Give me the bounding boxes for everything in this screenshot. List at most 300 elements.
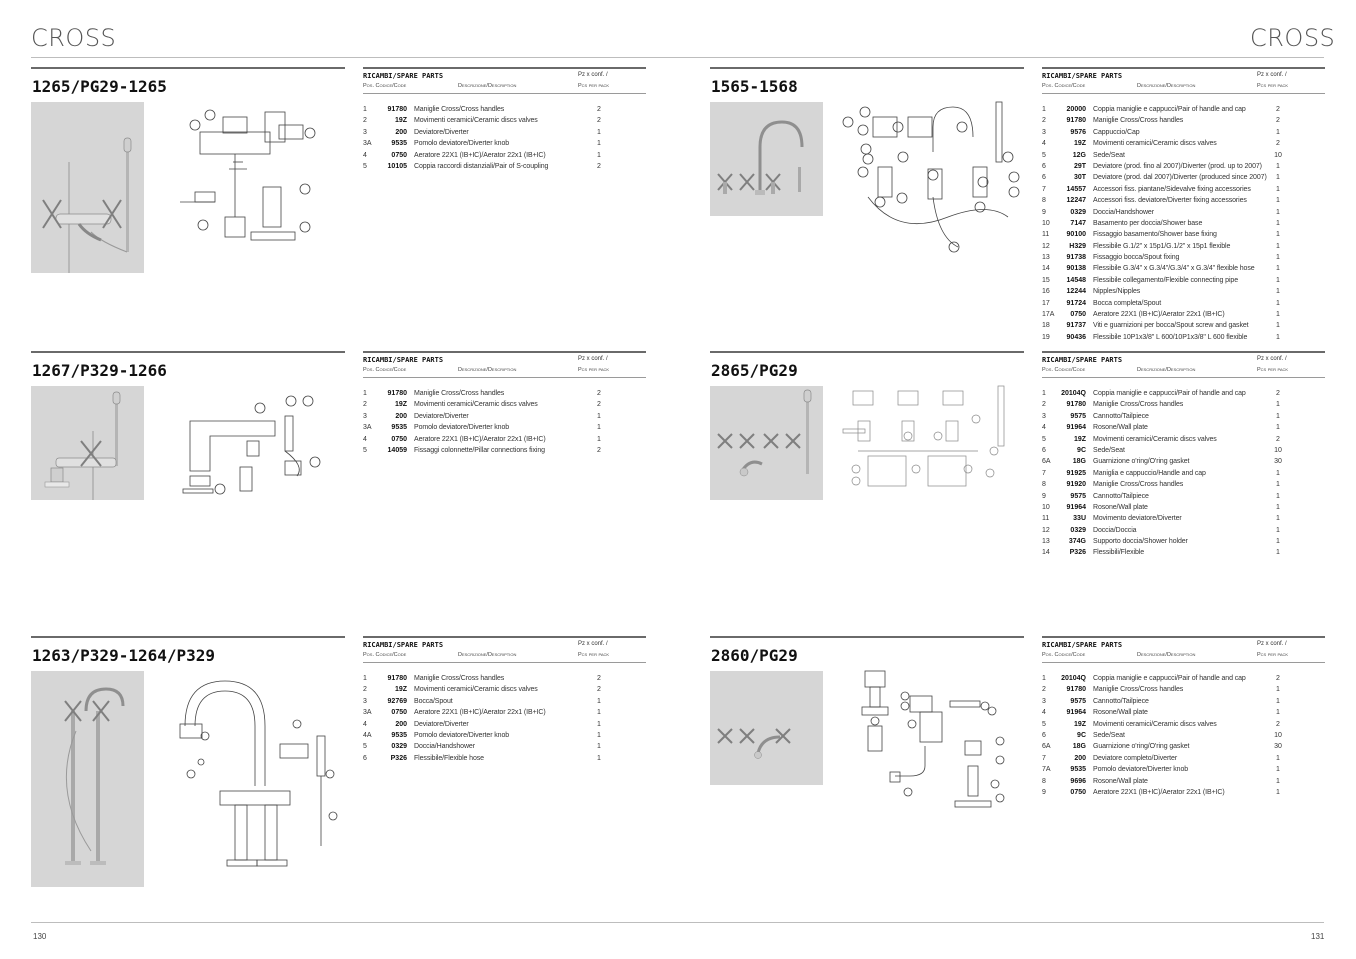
part-code: 29T bbox=[1073, 162, 1086, 170]
part-position: 2 bbox=[363, 686, 367, 694]
table-row bbox=[363, 422, 646, 433]
part-description: Flessibile/Flexible hose bbox=[414, 754, 484, 762]
part-code: 20104Q bbox=[1061, 675, 1086, 682]
part-quantity: 1 bbox=[1276, 231, 1280, 239]
part-position: 10 bbox=[1042, 503, 1050, 511]
part-description: Guarnizione o'ring/O'ring gasket bbox=[1093, 743, 1190, 751]
part-code: 0750 bbox=[391, 435, 407, 443]
table-rows bbox=[1042, 673, 1325, 798]
part-description: Deviatore (prod. fino al 2007)/Diverter (prod. up to 2007) bbox=[1093, 162, 1262, 170]
table-row bbox=[1042, 536, 1325, 547]
product-code-title: 2860/PG29 bbox=[711, 646, 798, 665]
part-code: 91780 bbox=[1066, 117, 1086, 125]
table-row bbox=[1042, 320, 1325, 331]
product-section bbox=[710, 636, 1324, 920]
spare-parts-table bbox=[363, 351, 646, 456]
table-header-divider bbox=[1042, 662, 1325, 663]
part-description: Doccia/Handshower bbox=[414, 743, 475, 751]
part-code: 200 bbox=[1074, 754, 1086, 762]
part-description: Rosone/Wall plate bbox=[1093, 503, 1148, 511]
description-header: Descrizione/Description bbox=[458, 367, 517, 373]
table-divider bbox=[1042, 351, 1325, 353]
part-quantity: 2 bbox=[597, 117, 601, 125]
table-row bbox=[1042, 241, 1325, 252]
table-header-divider bbox=[363, 93, 646, 94]
part-description: Pomolo deviatore/Diverter knob bbox=[414, 140, 510, 148]
part-position: 14 bbox=[1042, 549, 1050, 557]
pcs-header-sub: Pcs per pack bbox=[578, 83, 610, 89]
table-row bbox=[1042, 707, 1325, 718]
part-position: 8 bbox=[1042, 481, 1046, 489]
pcs-header: Pz x conf. / bbox=[578, 72, 608, 78]
part-position: 3 bbox=[363, 412, 367, 420]
table-title: RICAMBI/SPARE PARTS bbox=[1042, 72, 1123, 80]
part-code: 0329 bbox=[1070, 208, 1086, 216]
part-position: 14 bbox=[1042, 265, 1050, 273]
table-row bbox=[1042, 753, 1325, 764]
part-position: 17 bbox=[1042, 299, 1050, 307]
part-position: 2 bbox=[1042, 686, 1046, 694]
table-row bbox=[1042, 787, 1325, 798]
part-description: Movimenti ceramici/Ceramic discs valves bbox=[1093, 140, 1217, 148]
part-code: 7147 bbox=[1070, 219, 1086, 227]
part-description: Rosone/Wall plate bbox=[1093, 709, 1148, 717]
footer-divider bbox=[31, 922, 1324, 923]
part-code: 33U bbox=[1073, 515, 1086, 523]
part-description: Flessibile 10P1x3/8" L 600/10P1x3/8" L 600 flexible bbox=[1093, 333, 1248, 341]
table-row bbox=[1042, 456, 1325, 467]
part-quantity: 10 bbox=[1274, 446, 1282, 454]
part-position: 5 bbox=[1042, 151, 1046, 159]
product-code-title: 1267/P329-1266 bbox=[32, 361, 167, 380]
table-row bbox=[1042, 263, 1325, 274]
part-position: 7 bbox=[1042, 754, 1046, 762]
table-row bbox=[1042, 218, 1325, 229]
part-position: 16 bbox=[1042, 288, 1050, 296]
part-quantity: 1 bbox=[1276, 299, 1280, 307]
part-description: Nipples/Nipples bbox=[1093, 288, 1141, 296]
table-row bbox=[1042, 229, 1325, 240]
part-code: 0750 bbox=[1070, 788, 1086, 796]
part-quantity: 1 bbox=[597, 424, 601, 432]
part-code: 374G bbox=[1068, 538, 1086, 546]
part-code: 19Z bbox=[394, 686, 407, 694]
table-row bbox=[363, 719, 646, 730]
part-position: 4 bbox=[1042, 424, 1046, 432]
section-divider bbox=[31, 636, 345, 638]
part-code: 9535 bbox=[391, 424, 407, 432]
part-code: 14557 bbox=[1066, 185, 1086, 193]
table-row bbox=[1042, 741, 1325, 752]
part-description: Flessibile collegamento/Flexible connecting pipe bbox=[1093, 276, 1239, 284]
part-quantity: 1 bbox=[1276, 538, 1280, 546]
part-code: 91780 bbox=[1066, 686, 1086, 694]
part-code: 10105 bbox=[387, 162, 407, 170]
part-description: Maniglie Cross/Cross handles bbox=[414, 106, 505, 113]
table-rows bbox=[1042, 104, 1325, 343]
part-quantity: 1 bbox=[1276, 128, 1280, 136]
part-position: 3 bbox=[1042, 128, 1046, 136]
part-description: Basamento per doccia/Shower base bbox=[1093, 219, 1203, 227]
part-quantity: 2 bbox=[1276, 720, 1280, 728]
part-description: Movimenti ceramici/Ceramic discs valves bbox=[1093, 720, 1217, 728]
part-quantity: 1 bbox=[1276, 197, 1280, 205]
pcs-header: Pz x conf. / bbox=[578, 641, 608, 647]
exploded-diagram bbox=[165, 381, 325, 541]
part-description: Maniglie Cross/Cross handles bbox=[1093, 481, 1184, 489]
part-position: 3 bbox=[1042, 412, 1046, 420]
table-row bbox=[1042, 150, 1325, 161]
section-divider bbox=[710, 636, 1024, 638]
exploded-diagram bbox=[838, 381, 1028, 511]
part-description: Guarnizione o'ring/O'ring gasket bbox=[1093, 458, 1190, 466]
product-section bbox=[31, 67, 645, 351]
part-quantity: 1 bbox=[1276, 219, 1280, 227]
part-code: 91925 bbox=[1066, 469, 1086, 477]
part-position: 10 bbox=[1042, 219, 1050, 227]
pcs-header-sub: Pcs per pack bbox=[1257, 652, 1289, 658]
part-description: Pomolo deviatore/Diverter knob bbox=[414, 731, 510, 739]
table-rows bbox=[1042, 388, 1325, 559]
part-quantity: 2 bbox=[597, 675, 601, 682]
spare-parts-table bbox=[363, 636, 646, 764]
part-quantity: 1 bbox=[597, 743, 601, 751]
part-position: 5 bbox=[363, 446, 367, 454]
part-position: 2 bbox=[1042, 401, 1046, 409]
part-code: 19Z bbox=[394, 401, 407, 409]
product-code-title: 1265/PG29-1265 bbox=[32, 77, 167, 96]
part-description: Aeratore 22X1 (IB+IC)/Aerator 22x1 (IB+IC) bbox=[1093, 788, 1225, 796]
part-code: 200 bbox=[395, 412, 407, 420]
part-description: Aeratore 22X1 (IB+IC)/Aerator 22x1 (IB+IC) bbox=[414, 151, 546, 159]
table-rows bbox=[363, 104, 646, 172]
part-quantity: 2 bbox=[597, 390, 601, 397]
part-description: Aeratore 22X1 (IB+IC)/Aerator 22x1 (IB+IC) bbox=[414, 709, 546, 717]
product-photo bbox=[31, 102, 144, 273]
part-position: 7 bbox=[1042, 469, 1046, 477]
part-code: P326 bbox=[1069, 549, 1086, 557]
page-number-right: 131 bbox=[1311, 932, 1325, 941]
part-quantity: 1 bbox=[1276, 333, 1280, 341]
part-description: Flessibile G.3/4" x G.3/4"/G.3/4" x G.3/4" flexible hose bbox=[1093, 265, 1255, 273]
part-position: 8 bbox=[1042, 777, 1046, 785]
part-quantity: 1 bbox=[1276, 401, 1280, 409]
part-description: Movimenti ceramici/Ceramic discs valves bbox=[1093, 435, 1217, 443]
part-position: 1 bbox=[363, 390, 367, 397]
part-position: 1 bbox=[1042, 106, 1046, 113]
part-quantity: 1 bbox=[1276, 526, 1280, 534]
product-section bbox=[710, 67, 1324, 351]
part-description: Fissaggi colonnette/Pillar connections fixing bbox=[414, 446, 545, 454]
part-description: Cannotto/Tailpiece bbox=[1093, 697, 1149, 705]
part-position: 7 bbox=[1042, 185, 1046, 193]
part-description: Viti e guarnizioni per bocca/Spout screw and gasket bbox=[1093, 322, 1249, 330]
table-row bbox=[363, 399, 646, 410]
part-quantity: 1 bbox=[1276, 265, 1280, 273]
part-description: Accessori fiss. deviatore/Diverter fixing accessories bbox=[1093, 197, 1247, 205]
part-code: 9C bbox=[1077, 731, 1086, 739]
part-code: 0329 bbox=[391, 743, 407, 751]
part-description: Cappuccio/Cap bbox=[1093, 128, 1140, 136]
table-row bbox=[1042, 399, 1325, 410]
part-code: 90138 bbox=[1066, 265, 1086, 273]
part-code: 12244 bbox=[1066, 288, 1086, 296]
part-code: 9575 bbox=[1070, 412, 1086, 420]
part-quantity: 1 bbox=[1276, 503, 1280, 511]
part-quantity: 2 bbox=[1276, 675, 1280, 682]
part-description: Flessibile G.1/2" x 15p1/G.1/2" x 15p1 flexible bbox=[1093, 242, 1231, 250]
table-row bbox=[363, 411, 646, 422]
table-row bbox=[1042, 696, 1325, 707]
pos-code-header: Pos. Codice/Code bbox=[1042, 83, 1086, 89]
table-row bbox=[363, 445, 646, 456]
table-row bbox=[363, 673, 646, 684]
part-quantity: 1 bbox=[597, 151, 601, 159]
table-divider bbox=[1042, 636, 1325, 638]
part-quantity: 2 bbox=[1276, 117, 1280, 125]
part-quantity: 1 bbox=[1276, 242, 1280, 250]
part-code: 91920 bbox=[1066, 481, 1086, 489]
part-quantity: 1 bbox=[1276, 208, 1280, 216]
part-quantity: 1 bbox=[1276, 686, 1280, 694]
part-position: 1 bbox=[363, 675, 367, 682]
table-row bbox=[1042, 138, 1325, 149]
part-description: Rosone/Wall plate bbox=[1093, 424, 1148, 432]
part-position: 7A bbox=[1042, 766, 1051, 774]
part-position: 1 bbox=[1042, 675, 1046, 682]
table-divider bbox=[1042, 67, 1325, 69]
product-photo bbox=[710, 102, 823, 216]
part-description: Maniglie Cross/Cross handles bbox=[1093, 117, 1184, 125]
part-description: Pomolo deviatore/Diverter knob bbox=[414, 424, 510, 432]
table-row bbox=[1042, 764, 1325, 775]
part-code: 20000 bbox=[1066, 106, 1086, 113]
table-row bbox=[1042, 719, 1325, 730]
exploded-diagram bbox=[838, 97, 1028, 262]
part-position: 6A bbox=[1042, 458, 1051, 466]
part-quantity: 1 bbox=[1276, 697, 1280, 705]
table-row bbox=[1042, 184, 1325, 195]
pos-code-header: Pos. Codice/Code bbox=[1042, 367, 1086, 373]
part-position: 1 bbox=[1042, 390, 1046, 397]
table-header-divider bbox=[1042, 377, 1325, 378]
table-row bbox=[1042, 298, 1325, 309]
description-header: Descrizione/Description bbox=[1137, 367, 1196, 373]
part-position: 4 bbox=[1042, 709, 1046, 717]
part-description: Pomolo deviatore/Diverter knob bbox=[1093, 766, 1189, 774]
pcs-header: Pz x conf. / bbox=[1257, 641, 1287, 647]
part-quantity: 10 bbox=[1274, 731, 1282, 739]
part-code: 19Z bbox=[394, 117, 407, 125]
part-quantity: 1 bbox=[1276, 412, 1280, 420]
table-title: RICAMBI/SPARE PARTS bbox=[363, 641, 444, 649]
pcs-header-sub: Pcs per pack bbox=[578, 367, 610, 373]
spare-parts-table bbox=[1042, 636, 1325, 798]
product-section bbox=[31, 636, 645, 920]
table-row bbox=[363, 104, 646, 115]
part-position: 11 bbox=[1042, 231, 1050, 239]
part-quantity: 1 bbox=[1276, 185, 1280, 193]
table-title: RICAMBI/SPARE PARTS bbox=[1042, 356, 1123, 364]
table-row bbox=[1042, 195, 1325, 206]
table-row bbox=[363, 161, 646, 172]
part-code: 91964 bbox=[1066, 503, 1086, 511]
part-quantity: 1 bbox=[1276, 515, 1280, 523]
part-code: 9575 bbox=[1070, 697, 1086, 705]
part-quantity: 1 bbox=[597, 709, 601, 717]
part-code: 91780 bbox=[387, 106, 407, 113]
table-row bbox=[1042, 502, 1325, 513]
part-code: 0750 bbox=[1070, 311, 1086, 319]
pcs-header-sub: Pcs per pack bbox=[1257, 367, 1289, 373]
brand-title-left: CROSS bbox=[31, 24, 117, 52]
part-code: 9576 bbox=[1070, 128, 1086, 136]
part-position: 3 bbox=[1042, 697, 1046, 705]
part-quantity: 10 bbox=[1274, 151, 1282, 159]
part-code: 91780 bbox=[1066, 401, 1086, 409]
section-divider bbox=[31, 67, 345, 69]
part-quantity: 2 bbox=[597, 686, 601, 694]
table-row bbox=[1042, 411, 1325, 422]
table-header-divider bbox=[363, 377, 646, 378]
part-code: 9696 bbox=[1070, 777, 1086, 785]
pos-code-header: Pos. Codice/Code bbox=[363, 83, 407, 89]
part-position: 6 bbox=[1042, 731, 1046, 739]
table-header-divider bbox=[363, 662, 646, 663]
table-row bbox=[1042, 730, 1325, 741]
part-code: 91964 bbox=[1066, 709, 1086, 717]
section-divider bbox=[710, 67, 1024, 69]
part-quantity: 1 bbox=[1276, 766, 1280, 774]
part-position: 9 bbox=[1042, 492, 1046, 500]
part-code: 9575 bbox=[1070, 492, 1086, 500]
part-code: 91738 bbox=[1066, 254, 1086, 262]
part-position: 2 bbox=[363, 117, 367, 125]
table-row bbox=[363, 707, 646, 718]
table-row bbox=[1042, 422, 1325, 433]
part-description: Deviatore (prod. dal 2007)/Diverter (produced since 2007) bbox=[1093, 174, 1267, 182]
table-row bbox=[1042, 275, 1325, 286]
part-code: 200 bbox=[395, 128, 407, 136]
part-code: 30T bbox=[1073, 174, 1086, 182]
part-position: 2 bbox=[363, 401, 367, 409]
product-photo bbox=[710, 671, 823, 785]
part-code: 19Z bbox=[1073, 435, 1086, 443]
table-title: RICAMBI/SPARE PARTS bbox=[363, 356, 444, 364]
pcs-header-sub: Pcs per pack bbox=[578, 652, 610, 658]
part-description: Movimenti ceramici/Ceramic discs valves bbox=[414, 401, 538, 409]
part-code: 92769 bbox=[387, 697, 407, 705]
part-code: 0750 bbox=[391, 151, 407, 159]
table-row bbox=[1042, 513, 1325, 524]
table-row bbox=[363, 753, 646, 764]
part-code: 14059 bbox=[387, 446, 407, 454]
part-description: Coppia maniglie e cappucci/Pair of handle and cap bbox=[1093, 106, 1246, 113]
part-quantity: 1 bbox=[597, 140, 601, 148]
product-photo bbox=[710, 386, 823, 500]
table-row bbox=[363, 388, 646, 399]
exploded-diagram bbox=[850, 666, 1040, 836]
part-position: 9 bbox=[1042, 788, 1046, 796]
product-code-title: 2865/PG29 bbox=[711, 361, 798, 380]
pos-code-header: Pos. Codice/Code bbox=[1042, 652, 1086, 658]
part-code: 0750 bbox=[391, 709, 407, 717]
part-quantity: 1 bbox=[1276, 777, 1280, 785]
part-code: 90100 bbox=[1066, 231, 1086, 239]
part-code: 200 bbox=[395, 720, 407, 728]
spare-parts-table bbox=[1042, 351, 1325, 559]
part-position: 4A bbox=[363, 731, 372, 739]
part-quantity: 1 bbox=[1276, 322, 1280, 330]
table-row bbox=[1042, 127, 1325, 138]
table-row bbox=[1042, 445, 1325, 456]
part-description: Supporto doccia/Shower holder bbox=[1093, 538, 1188, 546]
table-row bbox=[1042, 776, 1325, 787]
part-description: Coppia raccordi distanziali/Pair of S-coupling bbox=[414, 162, 549, 170]
description-header: Descrizione/Description bbox=[458, 83, 517, 89]
part-quantity: 1 bbox=[597, 754, 601, 762]
part-quantity: 2 bbox=[597, 446, 601, 454]
part-position: 6A bbox=[1042, 743, 1051, 751]
part-description: Aeratore 22X1 (IB+IC)/Aerator 22x1 (IB+IC) bbox=[1093, 311, 1225, 319]
part-quantity: 1 bbox=[1276, 424, 1280, 432]
part-position: 12 bbox=[1042, 526, 1050, 534]
part-code: 18G bbox=[1072, 743, 1086, 751]
table-row bbox=[1042, 434, 1325, 445]
brand-title-right: CROSS bbox=[1250, 24, 1336, 52]
part-quantity: 30 bbox=[1274, 743, 1282, 751]
part-position: 3 bbox=[363, 697, 367, 705]
part-position: 5 bbox=[363, 743, 367, 751]
part-position: 18 bbox=[1042, 322, 1050, 330]
table-rows bbox=[363, 388, 646, 456]
part-description: Maniglie Cross/Cross handles bbox=[1093, 686, 1184, 694]
part-code: 91780 bbox=[387, 390, 407, 397]
section-divider bbox=[710, 351, 1024, 353]
part-code: 12G bbox=[1072, 151, 1086, 159]
product-photo bbox=[31, 671, 144, 887]
table-row bbox=[363, 127, 646, 138]
part-position: 4 bbox=[363, 151, 367, 159]
pcs-header: Pz x conf. / bbox=[578, 356, 608, 362]
exploded-diagram bbox=[165, 97, 325, 257]
table-row bbox=[1042, 479, 1325, 490]
part-position: 19 bbox=[1042, 333, 1050, 341]
part-description: Movimenti ceramici/Ceramic discs valves bbox=[414, 686, 538, 694]
product-section bbox=[710, 351, 1324, 635]
table-row bbox=[363, 434, 646, 445]
part-description: Deviatore completo/Diverter bbox=[1093, 754, 1178, 762]
part-quantity: 1 bbox=[1276, 754, 1280, 762]
table-row bbox=[1042, 161, 1325, 172]
part-description: Sede/Seat bbox=[1093, 731, 1125, 739]
table-row bbox=[1042, 286, 1325, 297]
part-quantity: 1 bbox=[1276, 481, 1280, 489]
table-row bbox=[1042, 309, 1325, 320]
part-description: Sede/Seat bbox=[1093, 151, 1125, 159]
part-quantity: 1 bbox=[597, 731, 601, 739]
part-position: 13 bbox=[1042, 254, 1050, 262]
part-position: 4 bbox=[1042, 140, 1046, 148]
part-quantity: 1 bbox=[597, 435, 601, 443]
part-position: 17A bbox=[1042, 311, 1055, 319]
part-quantity: 1 bbox=[597, 720, 601, 728]
part-description: Maniglie Cross/Cross handles bbox=[1093, 401, 1184, 409]
table-divider bbox=[363, 351, 646, 353]
part-description: Doccia/Doccia bbox=[1093, 526, 1137, 534]
description-header: Descrizione/Description bbox=[458, 652, 517, 658]
table-title: RICAMBI/SPARE PARTS bbox=[1042, 641, 1123, 649]
